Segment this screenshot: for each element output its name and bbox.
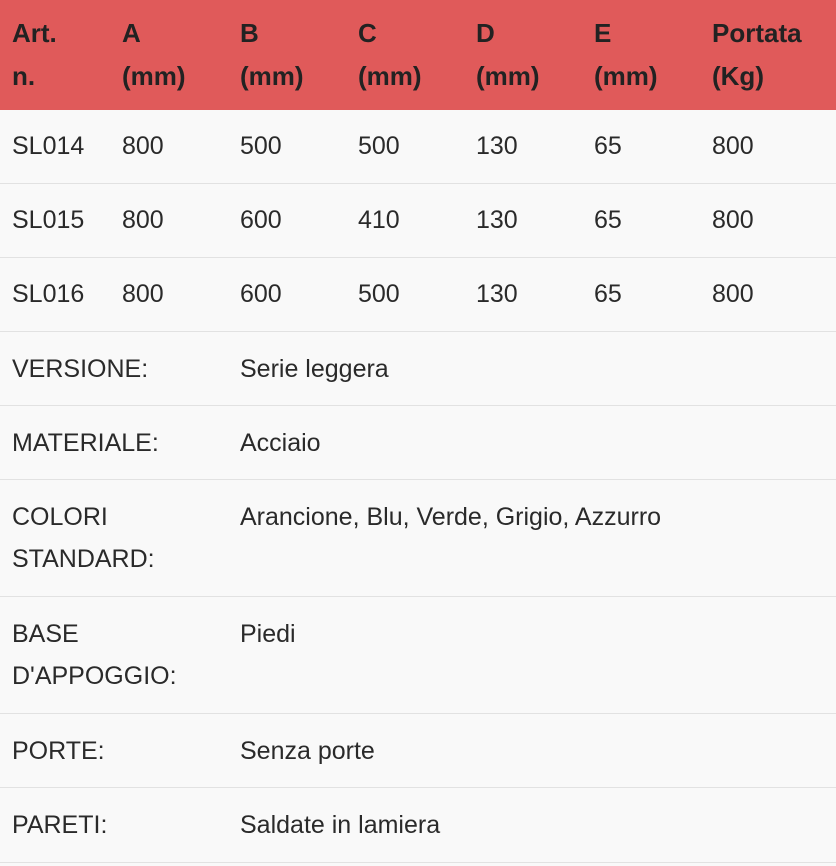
cell-c: 500: [358, 280, 400, 308]
cell-c: 500: [358, 132, 400, 160]
header-b: B (mm): [240, 18, 304, 91]
header-portata: Portata (Kg): [712, 18, 802, 91]
cell-portata: 800: [712, 206, 754, 234]
cell-article: SL014: [12, 132, 85, 160]
cell-d: 130: [476, 280, 518, 308]
spec-label: PARETI:: [12, 811, 108, 839]
cell-a: 800: [122, 206, 164, 234]
spec-row-porte: [0, 714, 836, 788]
cell-d: 130: [476, 206, 518, 234]
cell-e: 65: [594, 280, 622, 308]
spec-value: Serie leggera: [240, 355, 389, 383]
cell-e: 65: [594, 206, 622, 234]
spec-label: MATERIALE:: [12, 429, 159, 457]
cell-a: 800: [122, 132, 164, 160]
spec-label: VERSIONE:: [12, 355, 149, 383]
spec-label: BASE D'APPOGGIO:: [12, 620, 177, 690]
spec-row-materiale: [0, 406, 836, 480]
cell-e: 65: [594, 132, 622, 160]
spec-row-colori-standard: [0, 480, 836, 597]
header-c: C (mm): [358, 18, 422, 91]
cell-d: 130: [476, 132, 518, 160]
spec-value: Acciaio: [240, 429, 321, 457]
cell-portata: 800: [712, 280, 754, 308]
table-row: [0, 258, 836, 332]
header-art-n: Art. n.: [12, 18, 57, 91]
spec-label: COLORI STANDARD:: [12, 503, 155, 573]
spec-value: Saldate in lamiera: [240, 811, 441, 839]
table-row: [0, 184, 836, 258]
spec-value: Piedi: [240, 620, 296, 648]
spec-value: Senza porte: [240, 737, 375, 765]
spec-label: PORTE:: [12, 737, 105, 765]
cell-article: SL016: [12, 280, 85, 308]
table-header-row: [0, 0, 836, 110]
cell-b: 600: [240, 280, 282, 308]
cell-article: SL015: [12, 206, 85, 234]
spec-row-pareti: [0, 788, 836, 863]
header-e: E (mm): [594, 18, 658, 91]
header-a: A (mm): [122, 18, 186, 91]
cell-b: 600: [240, 206, 282, 234]
spec-value: Arancione, Blu, Verde, Grigio, Azzurro: [240, 503, 662, 531]
cell-portata: 800: [712, 132, 754, 160]
cell-b: 500: [240, 132, 282, 160]
cell-c: 410: [358, 206, 400, 234]
spec-row-base-appoggio: [0, 597, 836, 714]
spec-row-versione: [0, 332, 836, 406]
cell-a: 800: [122, 280, 164, 308]
table-row: [0, 110, 836, 184]
header-d: D (mm): [476, 18, 540, 91]
